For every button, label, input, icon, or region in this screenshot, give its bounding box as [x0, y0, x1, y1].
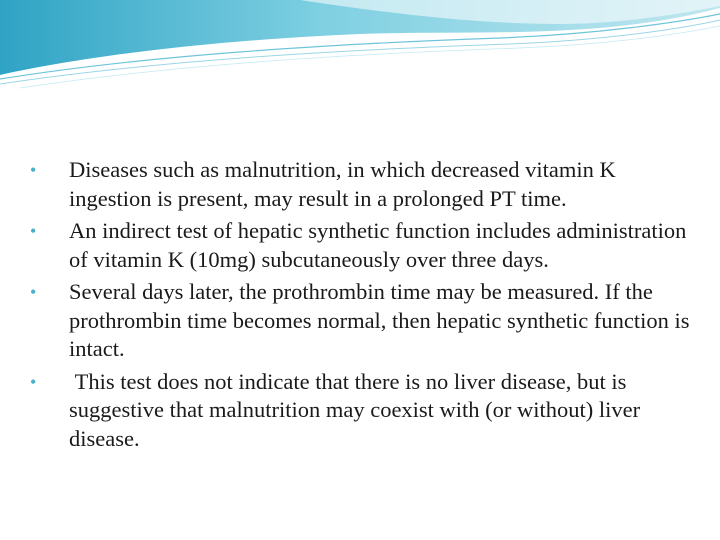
bullet-item [28, 278, 698, 364]
bullet-item [28, 156, 698, 213]
bullet-dot-icon: • [30, 371, 37, 392]
bullet-text: This test does not indicate that there is no liver disease, but is suggestive that malnutrition may coexist with (or without) liver disease. [69, 368, 646, 451]
bullet-item [28, 217, 698, 274]
bullet-text: An indirect test of hepatic synthetic function includes administration of vitamin K (10mg) subcutaneously over three days. [69, 218, 687, 272]
bullet-content [28, 156, 698, 457]
bullet-text: Diseases such as malnutrition, in which decreased vitamin K ingestion is present, may result in a prolonged PT time. [69, 157, 616, 211]
bullet-dot-icon: • [30, 282, 37, 302]
bullet-text: Several days later, the prothrombin time may be measured. If the prothrombin time becomes normal, then hepatic synthetic function is intact. [69, 279, 690, 361]
bullet-item [28, 368, 698, 454]
bullet-dot-icon: • [30, 221, 37, 241]
bullet-list [28, 156, 698, 453]
bullet-dot-icon: • [30, 160, 37, 180]
header-wave-decoration [0, 0, 720, 90]
